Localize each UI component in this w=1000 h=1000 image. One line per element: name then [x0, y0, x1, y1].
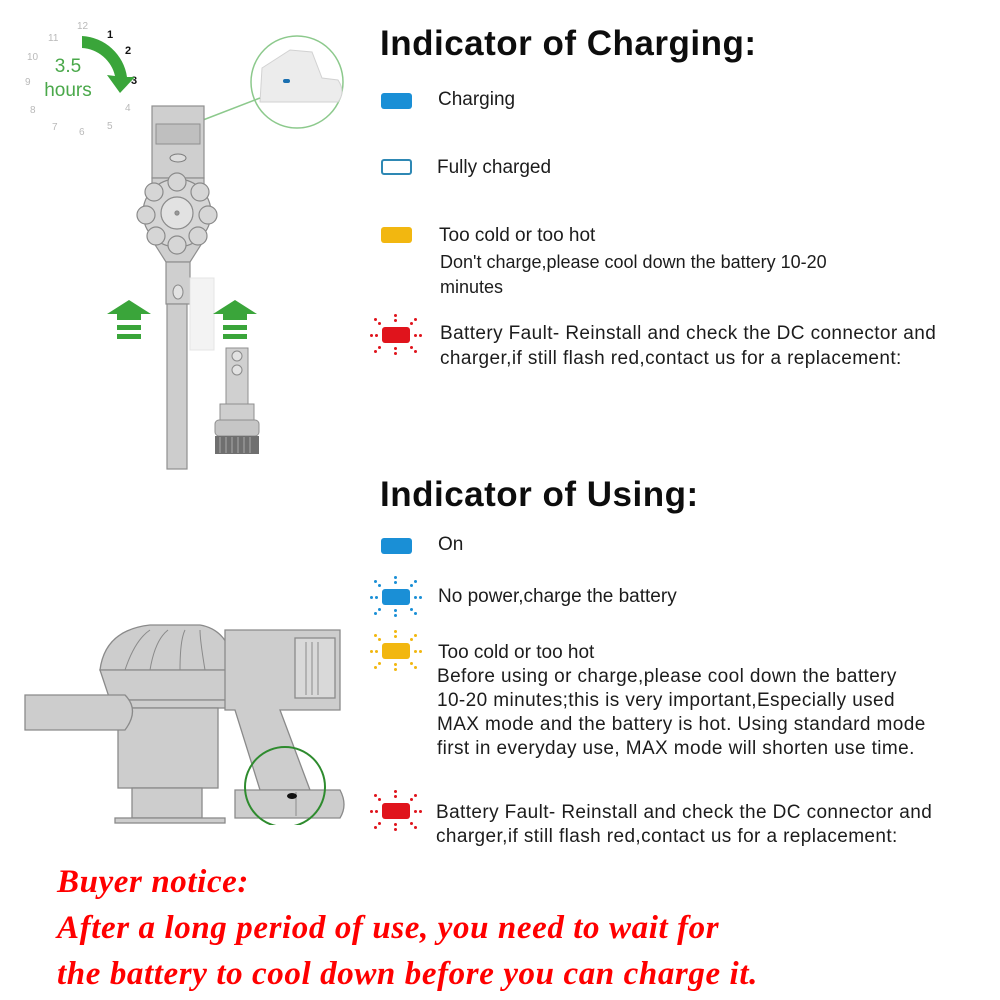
flashing-red-led-icon [366, 786, 426, 836]
outline-blue-led-icon [381, 159, 412, 175]
clock-number-9: 9 [25, 77, 31, 88]
charging-section-title: Indicator of Charging: [380, 24, 757, 63]
use-temperature-detail-4: first in everyday use, MAX mode will shorten use time. [437, 738, 915, 759]
use-temperature-label: Too cold or too hot [438, 642, 595, 663]
buyer-notice-title: Buyer notice: [57, 864, 250, 900]
clock-number-12: 12 [77, 21, 89, 32]
flashing-blue-led-icon [366, 572, 426, 622]
use-temperature-detail-2: 10-20 minutes;this is very important,Especially used [437, 690, 895, 711]
fully-charged-label: Fully charged [437, 157, 552, 178]
clock-number-1: 1 [107, 29, 114, 41]
stick-vacuum-illustration [90, 30, 350, 475]
charge-duration-unit: hours [44, 80, 92, 101]
charge-duration-value: 3.5 [54, 56, 82, 77]
charge-fault-label-2: charger,if still flash red,contact us for a replacement: [440, 348, 902, 369]
charge-temperature-label: Too cold or too hot [439, 225, 596, 246]
clock-number-4: 4 [125, 103, 131, 114]
handheld-vacuum-illustration [20, 600, 350, 825]
on-label: On [438, 534, 464, 555]
no-power-label: No power,charge the battery [438, 586, 677, 607]
flashing-red-led-icon [366, 310, 426, 360]
flashing-yellow-led-icon [366, 626, 426, 676]
clock-number-8: 8 [30, 105, 36, 116]
use-temperature-detail-3: MAX mode and the battery is hot. Using standard mode [437, 714, 926, 735]
clock-number-7: 7 [52, 122, 58, 133]
use-temperature-detail-1: Before using or charge,please cool down the battery [437, 666, 897, 687]
clock-number-6: 6 [79, 127, 85, 138]
charge-temperature-detail-2: minutes [440, 277, 504, 297]
clock-number-3: 3 [131, 75, 138, 87]
charge-temperature-detail-1: Don't charge,please cool down the battery 10-20 [440, 252, 827, 272]
solid-blue-led-icon [381, 93, 412, 109]
charge-fault-label-1: Battery Fault- Reinstall and check the DC connector and [440, 323, 937, 344]
solid-yellow-led-icon [381, 227, 412, 243]
use-fault-label-1: Battery Fault- Reinstall and check the DC connector and [436, 802, 933, 823]
insert-up-arrow-icon-left [107, 300, 151, 342]
insert-up-arrow-icon-right [213, 300, 257, 342]
clock-number-2: 2 [125, 45, 132, 57]
buyer-notice-line-2: the battery to cool down before you can charge it. [57, 956, 758, 992]
solid-blue-led-icon [381, 538, 412, 554]
use-fault-label-2: charger,if still flash red,contact us for a replacement: [436, 826, 898, 847]
clock-number-5: 5 [107, 121, 113, 132]
clock-number-11: 11 [48, 33, 59, 44]
using-section-title: Indicator of Using: [380, 475, 699, 514]
charging-label: Charging [438, 89, 516, 110]
buyer-notice-line-1: After a long period of use, you need to wait for [57, 910, 720, 946]
clock-number-10: 10 [27, 52, 39, 63]
